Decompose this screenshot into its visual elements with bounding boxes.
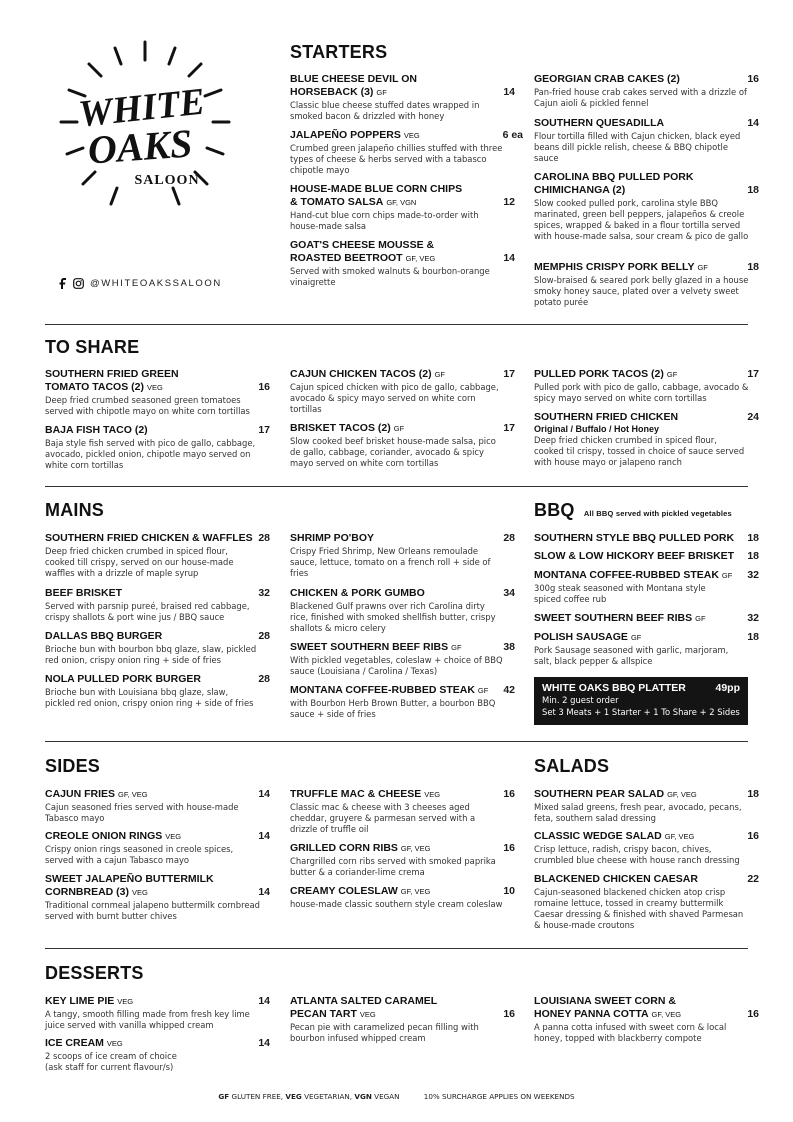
section-heading-desserts: DESSERTS: [45, 963, 144, 983]
dietary-tag: VEG: [106, 1039, 123, 1048]
legend-gf-text: GLUTEN FREE,: [231, 1092, 284, 1101]
menu-item: [45, 368, 270, 417]
item-price: 28: [258, 532, 270, 544]
sunburst-logo-graphic: [55, 38, 235, 218]
menu-item: [45, 1037, 270, 1073]
item-description: Flour tortilla filled with Cajun chicken, black eyed beans dill pickle relish, cheese & BBQ chipotle sauce: [534, 131, 741, 163]
menu-item: [534, 830, 759, 866]
item-name: JALAPEÑO POPPERS: [290, 129, 401, 141]
item-description: Served with parsnip pureé, braised red cabbage, crispy shallots & port wine jus / BBQ sauce: [45, 601, 250, 622]
section-heading-mains: MAINS: [45, 500, 104, 520]
menu-item: [290, 788, 515, 835]
menu-item: [290, 183, 515, 232]
menu-item: [45, 532, 270, 579]
item-price: 12: [503, 196, 515, 208]
dietary-tag: GF: [376, 88, 387, 97]
item-name: DALLAS BBQ BURGER: [45, 630, 163, 642]
item-description: Hand-cut blue corn chips made-to-order with house-made salsa: [290, 210, 479, 231]
item-price: 28: [258, 630, 270, 642]
menu-item: [534, 117, 759, 164]
dietary-tag: GF, VEG: [118, 790, 148, 799]
item-description: A panna cotta infused with sweet corn & local honey, topped with blackberry compote: [534, 1022, 727, 1043]
item-price: 14: [258, 788, 270, 800]
item-price: 16: [503, 788, 515, 800]
item-name: GRILLED CORN RIBS: [290, 842, 398, 854]
item-price: 16: [747, 73, 759, 85]
item-description: Deep fried chicken crumbed in spiced flour, cooked till crispy, served on our house-made waffles with a drizzle of maple syrup: [45, 546, 234, 578]
menu-item: [534, 995, 759, 1044]
item-name: MONTANA COFFEE-RUBBED STEAK: [290, 684, 475, 696]
dietary-tag: GF: [695, 614, 706, 623]
bbq-platter-box: [534, 677, 748, 725]
dietary-tag: VEG: [146, 383, 163, 392]
dietary-tag: VEG: [117, 997, 134, 1006]
item-description: with Bourbon Herb Brown Butter, a bourbon BBQ sauce + side of fries: [290, 698, 496, 719]
menu-item: [290, 129, 523, 176]
platter-title: WHITE OAKS BBQ PLATTER: [542, 682, 686, 694]
item-name: HOUSE-MADE BLUE CORN CHIPS & TOMATO SALSA: [290, 183, 463, 208]
section-heading-to-share: TO SHARE: [45, 337, 140, 357]
item-description: Mixed salad greens, fresh pear, avocado, pecans, feta, southern salad dressing: [534, 802, 742, 823]
item-price: 24: [747, 411, 759, 423]
legend-veg-text: VEGETARIAN,: [304, 1092, 353, 1101]
item-price: 18: [747, 788, 759, 800]
dietary-tag: GF, VEG: [405, 254, 436, 263]
dietary-tag: GF: [630, 633, 642, 642]
item-name: ATLANTA SALTED CARAMEL PECAN TART: [290, 995, 437, 1020]
section-heading-starters: STARTERS: [290, 42, 388, 62]
item-name: SHRIMP PO'BOY: [290, 532, 374, 544]
item-price: 16: [747, 830, 759, 842]
item-name: SOUTHERN PEAR SALAD: [534, 788, 665, 800]
item-price: 18: [747, 550, 759, 562]
item-price: 42: [503, 684, 515, 696]
item-description: Pulled pork with pico de gallo, cabbage, avocado & spicy mayo served on white corn tortillas: [534, 382, 749, 403]
item-description: Slow-braised & seared pork belly glazed in a house smoky honey sauce, plated over a velvety sweet potato purée: [534, 275, 749, 307]
item-name: SWEET SOUTHERN BEEF RIBS: [534, 612, 693, 624]
item-name: BEEF BRISKET: [45, 587, 123, 599]
item-name: KEY LIME PIE: [45, 995, 115, 1007]
item-price: 28: [258, 673, 270, 685]
platter-price: 49pp: [715, 682, 740, 694]
menu-item: [534, 73, 759, 109]
item-name: CAJUN FRIES: [45, 788, 116, 800]
item-price: 18: [747, 184, 759, 196]
section-divider: [45, 741, 748, 742]
item-price: 34: [503, 587, 515, 599]
item-price: 10: [503, 885, 515, 897]
section-divider: [45, 486, 748, 487]
dietary-tag: GF: [697, 263, 708, 272]
menu-item: [290, 368, 515, 415]
item-description: house-made classic southern style cream coleslaw: [290, 899, 503, 909]
item-price: 32: [747, 612, 759, 624]
menu-item: [534, 788, 759, 824]
item-name: ICE CREAM: [45, 1037, 104, 1049]
item-name: CLASSIC WEDGE SALAD: [534, 830, 662, 842]
item-price: 14: [258, 886, 270, 898]
legend-vgn-text: VEGAN: [374, 1092, 400, 1101]
menu-item: [45, 587, 270, 623]
item-price: 17: [503, 422, 515, 434]
item-name: SOUTHERN QUESADILLA: [534, 117, 665, 129]
menu-item: [45, 830, 270, 866]
menu-item: [45, 873, 270, 922]
weekend-surcharge-note: 10% SURCHARGE APPLIES ON WEEKENDS: [423, 1092, 575, 1101]
legend-gf: GF: [218, 1092, 230, 1101]
item-name: CHICKEN & PORK GUMBO: [290, 587, 425, 599]
item-description: Served with smoked walnuts & bourbon-orange vinaigrette: [290, 266, 490, 287]
item-sauce-options: Original / Buffalo / Hot Honey: [534, 424, 660, 434]
dietary-tag: GF: [666, 370, 678, 379]
item-description: Pan-fried house crab cakes served with a drizzle of Cajun aioli & pickled fennel: [534, 87, 747, 108]
menu-item: [290, 995, 515, 1044]
dietary-tag: GF, VEG: [664, 832, 695, 841]
dietary-tag: GF, VEG: [651, 1010, 682, 1019]
menu-item: [534, 550, 759, 563]
item-name: TRUFFLE MAC & CHEESE: [290, 788, 422, 800]
item-name: CAJUN CHICKEN TACOS (2): [290, 368, 432, 380]
menu-item: [290, 641, 515, 677]
menu-item: [534, 631, 759, 667]
section-heading-sides: SIDES: [45, 756, 101, 776]
item-name: CAROLINA BBQ PULLED PORK CHIMICHANGA (2): [534, 171, 694, 196]
item-name: BLUE CHEESE DEVIL ON HORSEBACK (3): [290, 73, 417, 98]
item-description: Traditional cornmeal jalapeno buttermilk cornbread served with burnt butter chives: [45, 900, 260, 921]
item-name: SOUTHERN FRIED CHICKEN: [534, 411, 679, 423]
item-price: 16: [258, 381, 270, 393]
item-description: Deep fried crumbed seasoned green tomatoes served with chipotle mayo on white corn tortillas: [45, 395, 250, 416]
item-name: SWEET SOUTHERN BEEF RIBS: [290, 641, 449, 653]
item-price: 16: [503, 1008, 515, 1020]
item-description: Brioche bun with bourbon bbq glaze, slaw, pickled red onion, crispy onion ring + side of fries: [45, 644, 257, 665]
dietary-legend-footer: [0, 1092, 793, 1101]
menu-item: [290, 532, 515, 579]
item-price: 6 ea: [502, 129, 523, 141]
section-divider: [45, 948, 748, 949]
item-price: 18: [747, 631, 759, 643]
menu-item: [534, 368, 759, 404]
menu-item: [290, 842, 515, 878]
item-description: Slow cooked pulled pork, carolina style BBQ marinated, green bell peppers, jalapeños & creole spices, wrapped & baked in a flour tortilla served with house-made salsa, sour cream & pico de gallo: [534, 198, 749, 241]
item-price: 14: [258, 830, 270, 842]
item-price: 16: [747, 1008, 759, 1020]
menu-item: [290, 684, 515, 720]
item-price: 32: [258, 587, 270, 599]
item-description: Blackened Gulf prawns over rich Carolina dirty rice, finished with smoked shellfish butter, crispy shallots & micro celery: [290, 601, 496, 633]
social-handle-row: [58, 278, 222, 289]
item-description: Pork Sausage seasoned with garlic, marjoram, salt, black pepper & allspice: [534, 645, 729, 666]
item-price: 14: [258, 1037, 270, 1049]
item-description: Crumbed green jalapeño chillies stuffed with three types of cheese & herbs served with a tabasco chipotle mayo: [290, 143, 503, 175]
dietary-tag: VEG: [359, 1010, 376, 1019]
item-name: SWEET JALAPEÑO BUTTERMILK CORNBREAD (3): [45, 873, 214, 898]
item-name: CREAMY COLESLAW: [290, 885, 398, 897]
item-description: Classic blue cheese stuffed dates wrapped in smoked bacon & drizzled with honey: [290, 100, 480, 121]
menu-item: [290, 239, 515, 288]
item-price: 14: [747, 117, 759, 129]
item-description: Classic mac & cheese with 3 cheeses aged cheddar, gruyere & parmesan served with a drizzle of truffle oil: [290, 802, 476, 834]
item-description: Brioche bun with Louisiana bbq glaze, slaw, pickled red onion, crispy onion ring + side of fries: [45, 687, 254, 708]
item-description: Slow cooked beef brisket house-made salsa, pico de gallo, cabbage, coriander, avocado & spicy mayo served on white corn tortillas: [290, 436, 496, 468]
item-name: SLOW & LOW HICKORY BEEF BRISKET: [534, 550, 735, 562]
section-heading-bbq: [534, 500, 732, 521]
item-price: 14: [503, 86, 515, 98]
logo-oaks: OAKS: [86, 120, 194, 173]
menu-item: [45, 995, 270, 1031]
menu-item: [290, 422, 515, 469]
dietary-tag: GF: [451, 643, 462, 652]
item-price: 18: [747, 261, 759, 273]
item-price: 28: [503, 532, 515, 544]
item-name: SOUTHERN FRIED GREEN TOMATO TACOS (2): [45, 368, 179, 393]
dietary-tag: GF, VEG: [400, 887, 431, 896]
item-description: With pickled vegetables, coleslaw + choice of BBQ sauce (Louisiana / Carolina / Texas): [290, 655, 503, 676]
dietary-tag: GF, VEG: [667, 790, 697, 799]
item-name: POLISH SAUSAGE: [534, 631, 628, 643]
item-name: PULLED PORK TACOS (2): [534, 368, 664, 380]
bbq-heading-text: BBQ: [534, 500, 575, 520]
item-description: 300g steak seasoned with Montana style spiced coffee rub: [534, 583, 706, 604]
item-description: Chargrilled corn ribs served with smoked paprika butter & a coriander-lime crema: [290, 856, 496, 877]
item-name: CREOLE ONION RINGS: [45, 830, 163, 842]
dietary-tag: GF: [393, 424, 405, 433]
platter-minimum: Min. 2 guest order: [542, 695, 619, 705]
item-price: 22: [747, 873, 759, 885]
item-name: BLACKENED CHICKEN CAESAR: [534, 873, 698, 885]
item-name: MEMPHIS CRISPY PORK BELLY: [534, 261, 695, 273]
dietary-tag: VEG: [424, 790, 441, 799]
dietary-tag: GF, VGN: [386, 198, 417, 207]
menu-item: [290, 587, 515, 634]
dietary-tag: GF: [434, 370, 445, 379]
dietary-tag: VEG: [403, 131, 420, 140]
item-description: Crisp lettuce, radish, crispy bacon, chives, crumbled blue cheese with house ranch dressing: [534, 844, 740, 865]
social-handle[interactable]: @WHITEOAKSSALOON: [90, 278, 222, 289]
legend-veg: VEG: [285, 1092, 302, 1101]
dietary-tag: GF: [477, 686, 489, 695]
item-description: Pecan pie with caramelized pecan filling with bourbon infused whipped cream: [290, 1022, 479, 1043]
item-name: NOLA PULLED PORK BURGER: [45, 673, 201, 685]
item-name: SOUTHERN STYLE BBQ PULLED PORK: [534, 532, 735, 544]
item-name: BRISKET TACOS (2): [290, 422, 391, 434]
section-heading-salads: SALADS: [534, 756, 610, 776]
menu-item: [534, 261, 759, 308]
menu-item: [290, 73, 515, 122]
dietary-tag: GF, VEG: [400, 844, 431, 853]
menu-item: [534, 569, 759, 605]
menu-item: [45, 788, 270, 824]
item-description: Deep fried chicken crumbed in spiced flour, cooked til crispy, tossed in choice of sauce served with house mayo or jalapeno ranch: [534, 435, 745, 467]
menu-item: [534, 532, 759, 545]
item-price: 17: [258, 424, 270, 436]
menu-item: [534, 411, 759, 468]
legend-vgn: VGN: [354, 1092, 372, 1101]
item-price: 17: [747, 368, 759, 380]
item-description: A tangy, smooth filling made from fresh key lime juice served with vanilla whipped cream: [45, 1009, 250, 1030]
dietary-tag: VEG: [132, 888, 148, 897]
item-price: 18: [747, 532, 759, 544]
saloon-logo: [55, 38, 235, 218]
item-description: Cajun seasoned fries served with house-made Tabasco mayo: [45, 802, 239, 823]
item-description: Baja style fish served with pico de gallo, cabbage, avocado, pickled onion, chipotle mayo served on white corn tortillas: [45, 438, 256, 470]
dietary-tag: GF: [721, 571, 733, 580]
item-description: Cajun-seasoned blackened chicken atop crisp romaine lettuce, tossed in creamy buttermilk Caesar dressing & finished with shaved Parmesan & house-made croutons: [534, 887, 744, 930]
item-description: 2 scoops of ice cream of choice (ask staff for current flavour/s): [45, 1051, 177, 1072]
item-price: 14: [503, 252, 515, 264]
section-divider: [45, 324, 748, 325]
menu-item: [45, 630, 270, 666]
menu-item: [534, 873, 759, 931]
instagram-icon[interactable]: [73, 278, 84, 289]
item-name: BAJA FISH TACO (2): [45, 424, 148, 436]
item-price: 32: [747, 569, 759, 581]
logo-white: WHITE: [76, 80, 207, 136]
logo-saloon: SALOON: [134, 173, 200, 188]
platter-contents: Set 3 Meats + 1 Starter + 1 To Share + 2 Sides: [542, 707, 740, 717]
bbq-note: All BBQ served with pickled vegetables: [583, 509, 732, 518]
item-price: 14: [258, 995, 270, 1007]
menu-item: [45, 673, 270, 709]
menu-item: [534, 612, 759, 625]
item-description: Crispy onion rings seasoned in creole spices, served with a cajun Tabasco mayo: [45, 844, 234, 865]
item-name: LOUISIANA SWEET CORN & HONEY PANNA COTTA: [534, 995, 676, 1020]
facebook-icon[interactable]: [58, 278, 67, 289]
menu-item: [45, 424, 270, 471]
menu-item: [534, 171, 759, 242]
item-name: GOAT'S CHEESE MOUSSE & ROASTED BEETROOT: [290, 239, 435, 264]
item-price: 16: [503, 842, 515, 854]
menu-item: [290, 885, 515, 910]
item-name: SOUTHERN FRIED CHICKEN & WAFFLES: [45, 532, 253, 544]
item-price: 17: [503, 368, 515, 380]
item-description: Cajun spiced chicken with pico de gallo, cabbage, avocado & spicy mayo served on white corn tortillas: [290, 382, 499, 414]
item-name: MONTANA COFFEE-RUBBED STEAK: [534, 569, 719, 581]
item-description: Crispy Fried Shrimp, New Orleans remoulade sauce, lettuce, tomato on a french roll + side of fries: [290, 546, 491, 578]
item-price: 38: [503, 641, 515, 653]
dietary-tag: VEG: [165, 832, 182, 841]
item-name: GEORGIAN CRAB CAKES (2): [534, 73, 680, 85]
